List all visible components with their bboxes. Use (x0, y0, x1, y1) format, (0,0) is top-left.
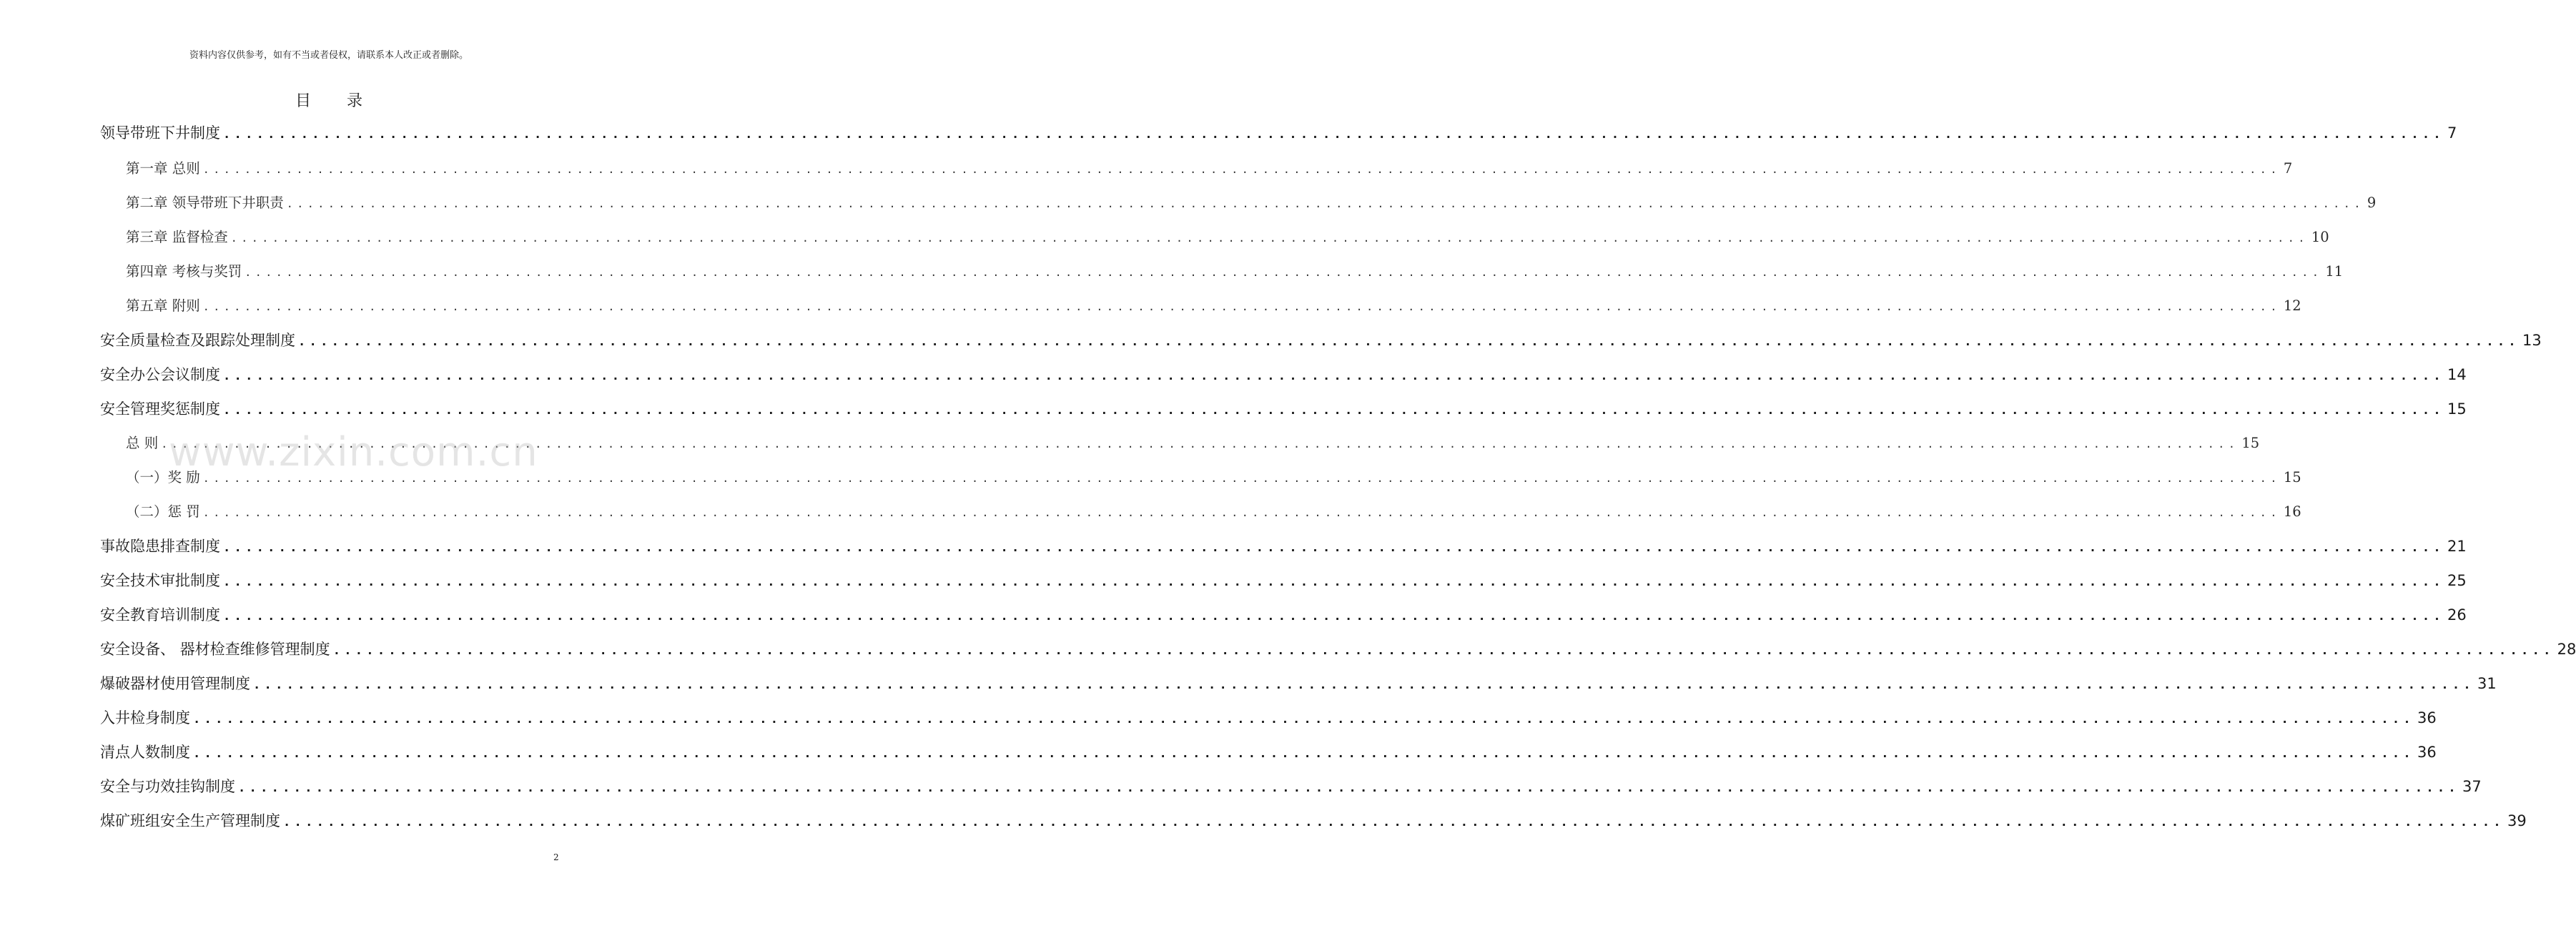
toc-entry-label: 第二章 领导带班下井职责 (126, 194, 284, 211)
toc-entry[interactable] (100, 672, 2497, 694)
toc-entry-page: 31 (2477, 675, 2497, 692)
toc-entry-page: 7 (2447, 124, 2457, 142)
toc-leader-dots: ........................................................................................................................................................................................................ (193, 747, 2414, 761)
toc-entry-label: （一）奖 励 (126, 469, 200, 486)
toc-entry-page: 7 (2283, 160, 2293, 177)
toc-leader-dots: ........................................................................................................................................................................................................ (223, 127, 2444, 142)
toc-entry-label: 安全设备、 器材检查维修管理制度 (100, 641, 330, 658)
toc-entry-label: 领导带班下井制度 (100, 124, 220, 142)
toc-entry-page: 13 (2522, 332, 2542, 349)
toc-entry-page: 15 (2241, 435, 2260, 451)
toc-entry-label: （二）惩 罚 (126, 503, 200, 520)
toc-leader-dots: ........................................................................................................................................................................................................ (230, 232, 2309, 245)
toc-leader-dots: ........................................................................................................................................................................................................ (298, 335, 2520, 349)
toc-leader-dots: ........................................................................................................................................................................................................ (286, 197, 2364, 210)
toc-entry[interactable] (126, 295, 2301, 316)
toc-leader-dots: ........................................................................................................................................................................................................ (161, 438, 2239, 450)
toc-leader-dots: ........................................................................................................................................................................................................ (283, 815, 2505, 829)
header-disclaimer: 资料内容仅供参考，如有不当或者侵权，请联系本人改正或者删除。 (189, 50, 468, 61)
toc-entry-label: 安全质量检查及跟踪处理制度 (100, 332, 295, 349)
toc-entry-page: 12 (2283, 297, 2301, 314)
toc-entry-page: 15 (2283, 469, 2301, 486)
toc-leader-dots: ........................................................................................................................................................................................................ (223, 575, 2444, 589)
toc-leader-dots: ........................................................................................................................................................................................................ (223, 541, 2444, 555)
toc-entry-label: 安全管理奖惩制度 (100, 400, 220, 418)
toc-entry-page: 37 (2462, 778, 2482, 795)
toc-entry-page: 11 (2325, 263, 2344, 280)
toc-entry-page: 9 (2367, 194, 2377, 211)
toc-leader-dots: ........................................................................................................................................................................................................ (223, 403, 2444, 418)
toc-entry-page: 10 (2311, 229, 2329, 245)
toc-entry-label: 第四章 考核与奖罚 (126, 263, 242, 280)
toc-entry-page: 14 (2447, 366, 2467, 383)
toc-leader-dots: ........................................................................................................................................................................................................ (245, 266, 2323, 279)
toc-entry-page: 21 (2447, 538, 2467, 555)
toc-entry[interactable] (100, 398, 2467, 419)
toc-entry-page: 26 (2447, 606, 2467, 624)
toc-entry[interactable] (126, 501, 2301, 522)
toc-leader-dots: ........................................................................................................................................................................................................ (202, 472, 2281, 485)
toc-entry-label: 爆破器材使用管理制度 (100, 675, 250, 692)
toc-entry-page: 15 (2447, 400, 2467, 418)
toc-entry[interactable] (100, 535, 2467, 556)
toc-entry-label: 第一章 总则 (126, 160, 200, 177)
toc-leader-dots: ........................................................................................................................................................................................................ (332, 644, 2555, 658)
toc-leader-dots: ........................................................................................................................................................................................................ (202, 300, 2281, 313)
toc-entry[interactable] (100, 741, 2437, 762)
toc-leader-dots: ........................................................................................................................................................................................................ (223, 609, 2444, 624)
toc-entry-label: 第三章 监督检查 (126, 229, 228, 245)
toc-entry[interactable] (100, 809, 2527, 831)
toc-entry-page: 28 (2557, 641, 2576, 658)
toc-entry[interactable] (100, 604, 2467, 625)
toc-entry[interactable] (100, 706, 2437, 728)
toc-entry[interactable] (100, 638, 2576, 659)
toc-leader-dots: ........................................................................................................................................................................................................ (202, 163, 2281, 176)
toc-entry-page: 36 (2417, 744, 2437, 761)
page-number: 2 (553, 852, 559, 862)
toc-entry-label: 事故隐患排查制度 (100, 538, 220, 555)
toc-entry-page: 25 (2447, 572, 2467, 589)
toc-leader-dots: ........................................................................................................................................................................................................ (202, 506, 2281, 519)
toc-entry[interactable] (126, 260, 2344, 282)
toc-entry-label: 第五章 附则 (126, 297, 200, 314)
toc-entry-label: 总 则 (126, 435, 159, 451)
toc-entry[interactable] (126, 226, 2329, 247)
toc-entry[interactable] (100, 122, 2457, 143)
toc-entry-label: 安全教育培训制度 (100, 606, 220, 624)
toc-entry-label: 清点人数制度 (100, 744, 190, 761)
toc-leader-dots: ........................................................................................................................................................................................................ (238, 781, 2459, 795)
toc-entry[interactable] (126, 192, 2377, 213)
toc-entry-label: 安全与功效挂钩制度 (100, 778, 235, 795)
toc-leader-dots: ........................................................................................................................................................................................................ (223, 369, 2444, 383)
toc-entry-label: 入井检身制度 (100, 709, 190, 726)
watermark: www.zixin.com.cn (169, 429, 538, 476)
toc-entry[interactable] (126, 157, 2293, 179)
toc-entry-label: 安全办公会议制度 (100, 366, 220, 383)
toc-entry-page: 16 (2283, 503, 2301, 520)
toc-entry-label: 煤矿班组安全生产管理制度 (100, 812, 280, 829)
toc-entry-page: 39 (2507, 812, 2527, 829)
toc-entry[interactable] (100, 329, 2542, 350)
toc-title: 目录 (295, 92, 398, 110)
toc-entry[interactable] (100, 569, 2467, 591)
toc-leader-dots: ........................................................................................................................................................................................................ (253, 678, 2474, 692)
toc-entry-label: 安全技术审批制度 (100, 572, 220, 589)
toc-entry[interactable] (100, 775, 2482, 797)
toc-leader-dots: ........................................................................................................................................................................................................ (193, 712, 2414, 726)
toc-entry[interactable] (100, 363, 2467, 385)
toc-entry-page: 36 (2417, 709, 2437, 726)
